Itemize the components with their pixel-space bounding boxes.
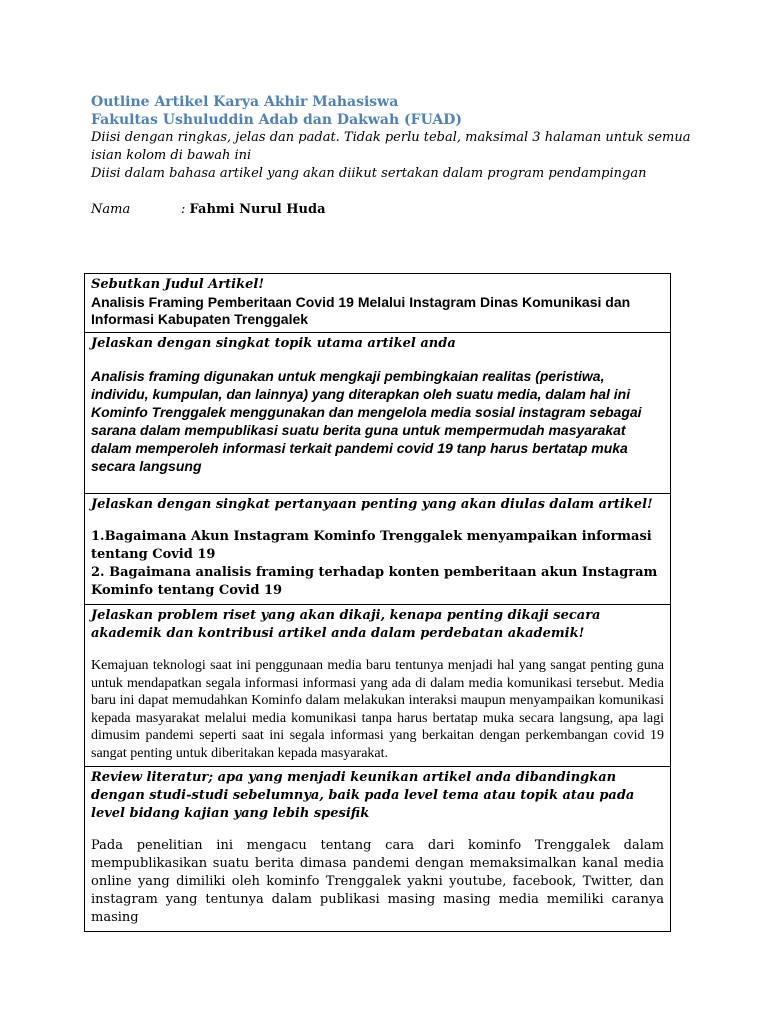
section-pertanyaan bbox=[85, 493, 670, 604]
name-field bbox=[91, 201, 326, 219]
section-topik bbox=[85, 332, 670, 493]
section-problem bbox=[85, 604, 670, 766]
list-item: 2. Bagaimana analisis framing terhadap konten pemberitaan akun Instagram Kominfo tentang Covid 19 bbox=[91, 565, 658, 598]
instruction-note-2: Diisi dalam bahasa artikel yang akan diikut sertakan dalam program pendampingan bbox=[91, 166, 647, 181]
document-header bbox=[91, 93, 691, 183]
review-answer: Pada penelitian ini mengacu tentang cara dari kominfo Trenggalek dalam mempublikasikan suatu berita dimasa pandemi dengan memaksimalkan kanal media online yang dimiliki oleh kominfo Trenggalek yakni youtube, facebook, Twitter, dan instagram yang tentunya dalam publikasi masing masing media memiliki caranya masing bbox=[91, 838, 664, 925]
faculty-title: Fakultas Ushuluddin Adab dan Dakwah (FUAD) bbox=[91, 112, 462, 128]
problem-answer: Kemajuan teknologi saat ini penggunaan media baru tentunya menjadi hal yang sangat penting guna untuk mendapatkan segala informasi informasi yang ada di dalam media komunikasi tersebut. Media baru ini dapat memudahkan Kominfo dalam melakukan interaksi maupun menyampaikan komunikasi kepada masyarakat melalui media komunikasi tanpa harus bertatap muka secara langsung, apa lagi dimusim pandemi seperti saat ini segala informasi yang berkaitan dengan perkembangan covid 19 sangat penting untuk diberitakan kepada masyarakat. bbox=[91, 658, 664, 761]
outline-title: Outline Artikel Karya Akhir Mahasiswa bbox=[91, 94, 399, 110]
pertanyaan-list bbox=[91, 528, 664, 600]
outline-table bbox=[84, 273, 671, 932]
pertanyaan-question: Jelaskan dengan singkat pertanyaan penting yang akan diulas dalam artikel! bbox=[91, 497, 653, 512]
topik-answer: Analisis framing digunakan untuk mengkaji pembingkaian realitas (peristiwa, individu, kumpulan, dan lainnya) yang diterapkan oleh suatu media, dalam hal ini Kominfo Trenggalek menggunakan dan mengelola media sosial instagram sebagai sarana dalam mempublikasi suatu berita guna untuk mempermudah masyarakat dalam memperoleh informasi terkait pandemi covid 19 tanp harus bertatap muka secara langsung bbox=[91, 368, 642, 474]
instruction-note-1: Diisi dengan ringkas, jelas dan padat. Tidak perlu tebal, maksimal 3 halaman untuk semua isian kolom di bawah ini bbox=[91, 130, 691, 163]
section-review bbox=[85, 766, 670, 931]
judul-question: Sebutkan Judul Artikel! bbox=[91, 277, 265, 292]
list-item: 1.Bagaimana Akun Instagram Kominfo Trenggalek menyampaikan informasi tentang Covid 19 bbox=[91, 529, 652, 562]
judul-answer: Analisis Framing Pemberitaan Covid 19 Melalui Instagram Dinas Komunikasi dan Informasi Kabupaten Trenggalek bbox=[91, 294, 631, 327]
name-value: Fahmi Nurul Huda bbox=[189, 202, 326, 217]
name-label: Nama bbox=[91, 202, 131, 217]
topik-question: Jelaskan dengan singkat topik utama artikel anda bbox=[91, 336, 456, 351]
name-colon: : bbox=[181, 202, 186, 217]
review-question: Review literatur; apa yang menjadi keunikan artikel anda dibandingkan dengan studi-studi sebelumnya, baik pada level tema atau topik atau pada level bidang kajian yang lebih spesifik bbox=[91, 770, 635, 821]
section-judul bbox=[85, 274, 670, 332]
problem-question: Jelaskan problem riset yang akan dikaji, kenapa penting dikaji secara akademik dan kontribusi artikel anda dalam perdebatan akademik! bbox=[91, 608, 601, 641]
